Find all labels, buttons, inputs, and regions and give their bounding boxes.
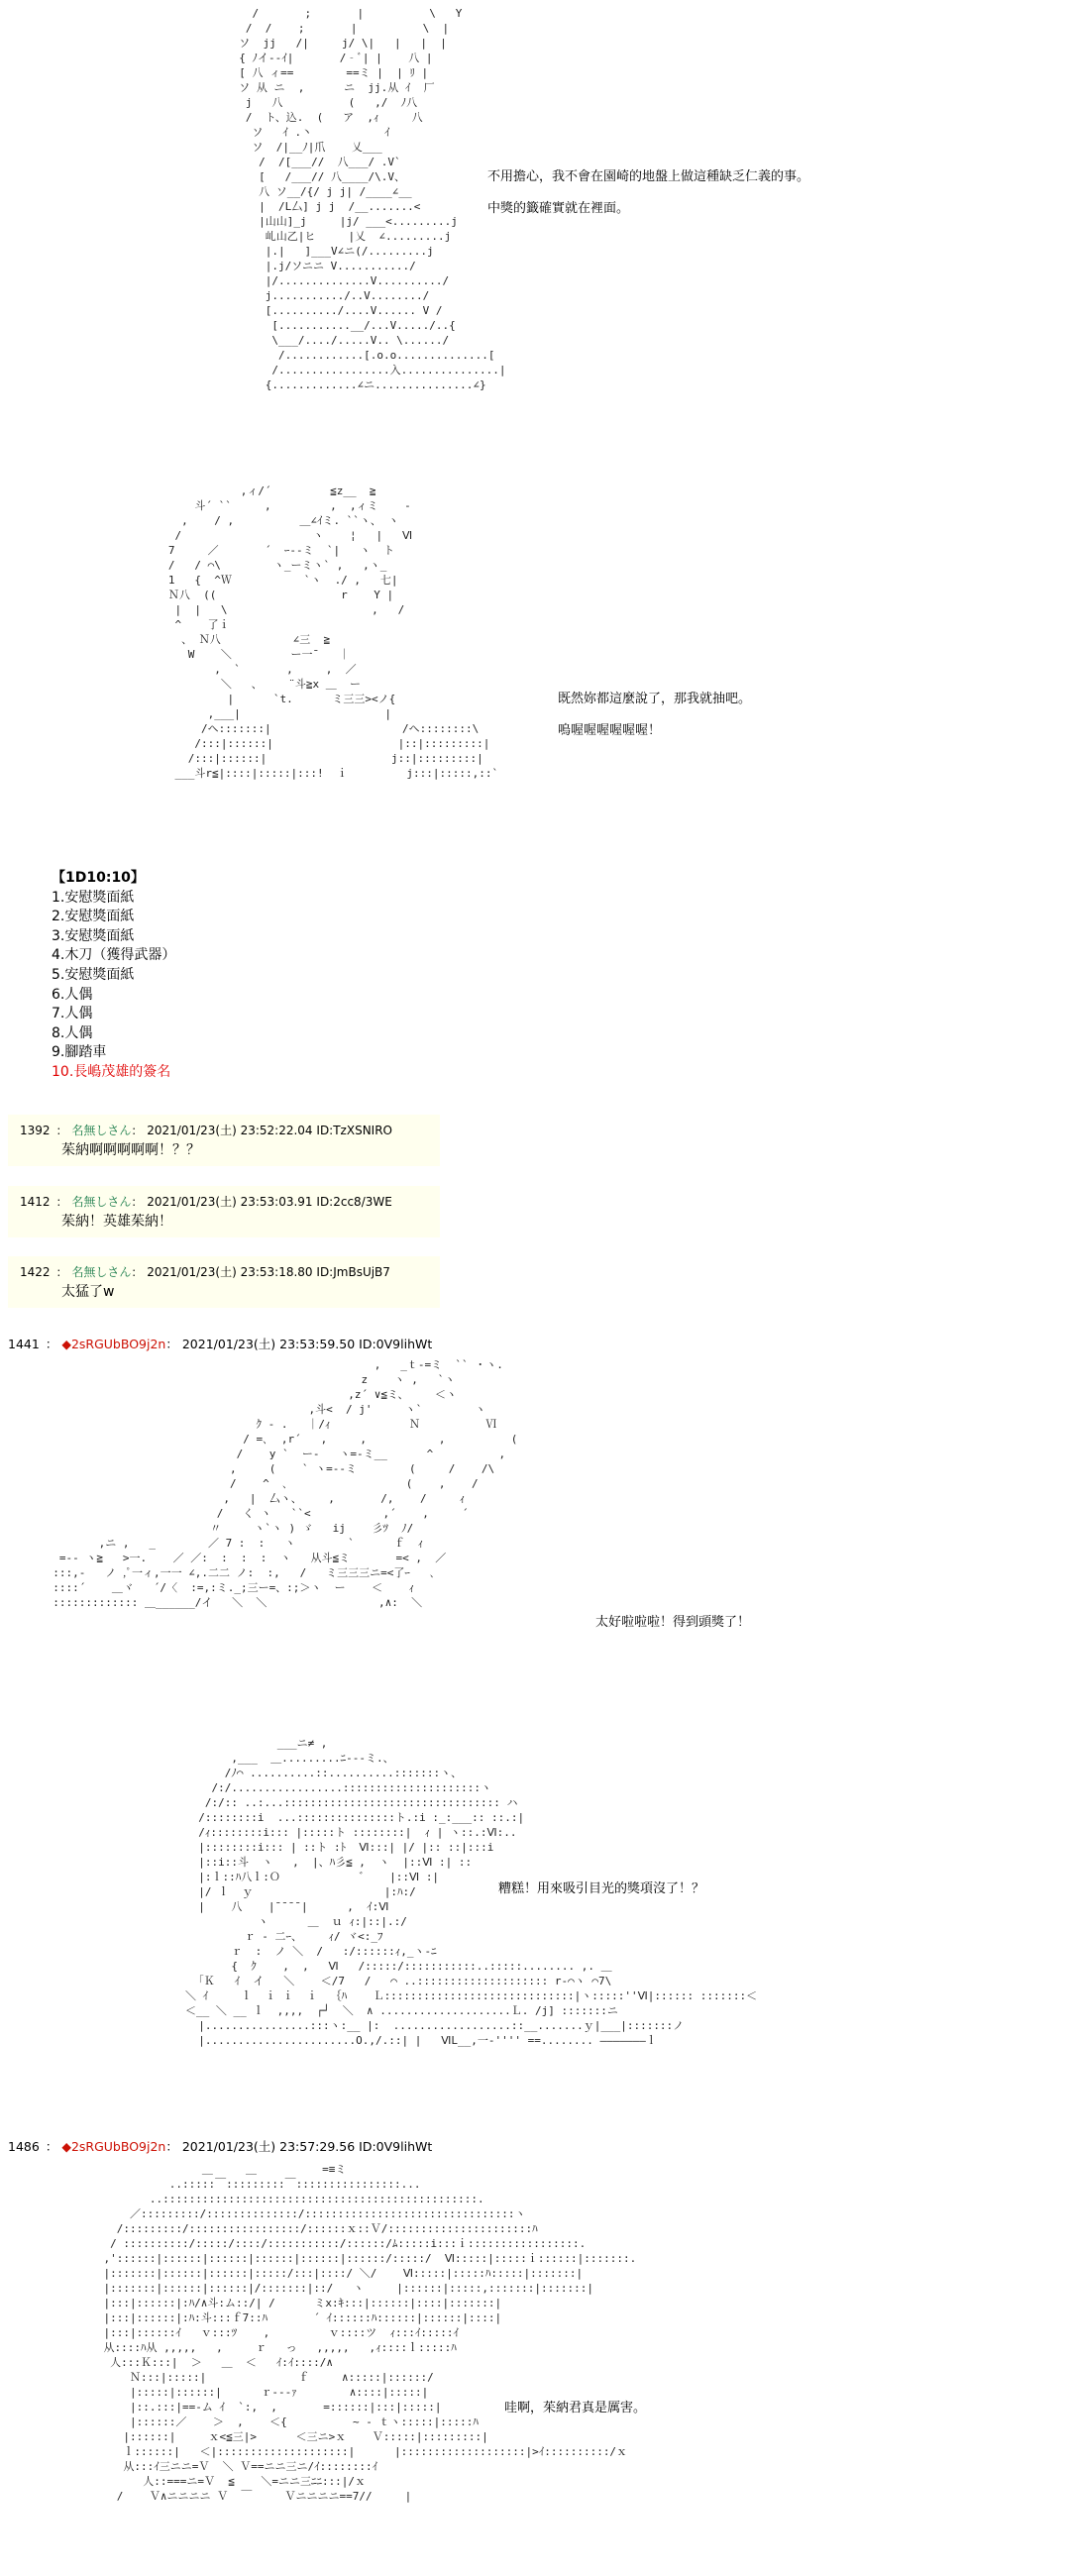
separator: ：	[131, 1124, 144, 1137]
poster-id[interactable]: ID:2cc8/3WE	[316, 1195, 392, 1209]
reply-meta	[20, 1121, 440, 1140]
poster-name: 名無しさん	[71, 1124, 132, 1137]
poster-id[interactable]: ID:TzXSNIRO	[316, 1124, 392, 1137]
reply-meta	[20, 1192, 440, 1212]
dialog-line: 糟糕！用來吸引目光的獎項沒了！？	[498, 1881, 705, 1896]
roll-item: 7.人偶	[52, 1006, 93, 1022]
poster-name: 名無しさん	[71, 1265, 132, 1279]
separator: ：	[165, 2139, 178, 2154]
roll-item: 6.人偶	[52, 986, 93, 1003]
ascii-art-character-5: ＿ ＿ =≡ミ ..:::::￣:::::::::￣::::::::::::::::... ..::::::::::::::::::::::::::::::::::::::::::::::::. ／:::::::::/::::::::::::::/::::::::::::::::::::::::::::::::ヽ /:::::::::/:::::::::::::::::/::::::ｘ::Ｖ/::::::::::::::::::::::ﾊ / ::::::::::/:::::/::::/:::::::::::/::::::/ﾑ:::::i:::ｉ:::::::::::::::::. ,'::::::|::::::|::::::|::::::|::::::|::::::/:::::/ Ⅵ:::::|:::::ｉ::::::|:::::::. |:::::::|::::::|::::::|:::::/:::|::::/ ＼/ Ⅵ:::::|:::::ﾊ:::::|:::::::| |:::::::|::::::|::::::|/:::::::|::/ ヽ |::::::|:::::,:::::::|:::::::| |:::|::::::|:ﾊ/∧斗:ム::/| / ミx:ｷ:::|::::::|::::|:::::::| |:::|::::::|:ﾊ:斗:::ｆ7::ﾊ ´ ｲ::::::ﾊ::::::|::::::|::::| |:::|::::::ｲ ｖ:::ﾂ , ｖ::::ツ ｨ:::ｲ:::::ｲ 从::::ﾊ从 ,,,,, , ｒ っ ,,,,, ,ｨ::::ｌ:::::ﾊ 人:::Ｋ:::| ＞ ＿ ＜ ｲ:ｲ::::/∧ Ｎ:::|:::::| ｆ ∧:::::|::::::/ |:::::|::::::| ｒ‐--ｧ ∧::::|:::::| |::.:::|==-ム ｲ `:, , =::::::|:::|:::::| |::::::／ ＞ , ＜{ ~ ‐ ｔヽ:::::|:::::ﾊ |::::::| ｘ<≦三|> ＜三ニ>ｘ Ｖ:::::|:::::::::| ｌ::::::| ＜|::::::::::::::::::::| |:::::::::::::::::::|>ｲ::::::::::/ｘ 从:::ｲ三ニニ=Ｖ ＼ Ｖ==ニニ三ニ/ｲ::::::::ｲ 人::===ニ=Ｖ ≦ ＼=ニニ三ﾆﾆ:::|/ｘ / Ｖ∧ニニニニ Ｖ ￣ Ｖニニニニ==7// |	[103, 2163, 637, 2503]
reply-body: 太猛了w	[61, 1284, 115, 1300]
separator: ：	[131, 1195, 144, 1209]
reply-post	[8, 1256, 440, 1308]
dialog-line: 既然妳都這麼說了，那我就抽吧。	[558, 692, 752, 706]
separator: ：	[165, 1337, 178, 1351]
ascii-art-scene-3: , _ｔ‐=ミ `` ・ヽ. z ヽ , `ヽ ,z´ ∨≦ミ、 ＜ヽ ,斗< / j' ヽ` ヽ ｸ ‐ . ｜/ｨ Ｎ Ⅵ / =､ ,r´ , , , ( / y ` ー- ヽ=-ミ__ ^ , , ( ` ヽ=--ミ ( / /\ / ^ ､ ( , / , | 厶ヽ、 , /, / ｨ / く ヽ ``< ,´ , ´ 〃 ヽ`ヽ ) ゞ ij 彡ﾂ ﾉ/ ,ニ , _ ／ 7 : : ヽ ` ｆ ｨ =-- ヽ≧ >一. ／ ／: : : : ヽ 从斗≦ミ =< , ／ :::,- ノ ,ﾟ一ィ,一一 ∠,.二二 ノ: :, / ミ三三三ニ=<了ｰ ､ ::::´ ＿ヾ ´/〈 :=,:ミ._;三ー=、:;＞ヽ ー ＜ ｨ ::::::::::::: ＿______/イ ＼ ＼ ,∧: ＼	[53, 1358, 518, 1609]
separator: ：	[55, 1265, 68, 1279]
dialog-line: 不用擔心，我不會在園崎的地盤上做這種缺乏仁義的事。	[487, 169, 810, 184]
dialog-panel-4	[498, 1880, 704, 1912]
dialog-panel-5	[504, 2400, 646, 2431]
poster-name: 2sRGUbBO9j2n	[70, 1337, 166, 1351]
roll-item: 4.木刀（獲得武器）	[52, 947, 176, 964]
post-number-link[interactable]: 1392	[20, 1124, 51, 1137]
post-header-1441	[8, 1335, 432, 1352]
post-number-link[interactable]: 1422	[20, 1265, 51, 1279]
dice-roll-result	[52, 869, 175, 1083]
post-number-link[interactable]: 1412	[20, 1195, 51, 1209]
trip-diamond: ◆	[61, 2139, 71, 2154]
dialog-line: 嗚喔喔喔喔喔喔！	[558, 723, 662, 738]
post-number-link[interactable]: 1486	[8, 2139, 40, 2154]
roll-item: 9.腳踏車	[52, 1044, 107, 1061]
separator: ：	[45, 1337, 58, 1351]
reply-post	[8, 1186, 440, 1237]
reply-body: 茱納！英雄茱納！	[61, 1214, 172, 1230]
trip-diamond: ◆	[61, 1337, 71, 1351]
roll-item: 8.人偶	[52, 1024, 93, 1041]
post-header-1486	[8, 2137, 432, 2155]
post-datetime: 2021/01/23(土) 23:57:29.56	[181, 2139, 356, 2154]
ascii-art-character-2: ,ィ/´ ≦z__ ≧ 斗´ `` , , ,ィミ ‐ , / , ＿∠ｲミ. ``ヽ、 ヽ / ヽ ¦ | Ⅵ 7 ／ ´ ｰ--ミ `| ヽ ト / / ⌒\ ヽ_ーミヽ` , ,ヽ_ 1 { ^Ｗ `ヽ ./ , 七| Ｎ八 (( r Y | | | \ , / ^ 了ｉ 、 Ｎ八 ∠三 ≧ W ＼ ー一¯ ｜ , ` , , ／ ＼ 、 ¨斗≧x ＿ ー | `t. ミ三三><ノ{ ,___| | /ヘ:::::::| /ヘ::::::::\ /:::|::::::| |::|:::::::::| /:::|::::::| j::|:::::::::| ___斗r≦|::::|:::::|:::! ｉ j:::|:::::,::`	[167, 484, 499, 780]
post-datetime: 2021/01/23(土) 23:53:03.91	[147, 1195, 313, 1209]
reply-meta	[20, 1262, 440, 1282]
post-number-link[interactable]: 1441	[8, 1337, 40, 1351]
post-datetime: 2021/01/23(土) 23:53:59.50	[181, 1337, 356, 1351]
poster-name: 2sRGUbBO9j2n	[70, 2139, 166, 2154]
separator: ：	[55, 1195, 68, 1209]
poster-id[interactable]: ID:0V9lihWt	[359, 1337, 433, 1351]
poster-id[interactable]: ID:JmBsUjB7	[316, 1265, 390, 1279]
dialog-panel-1	[487, 168, 809, 232]
dialog-line: 中獎的籤確實就在裡面。	[487, 201, 630, 216]
poster-name: 名無しさん	[71, 1195, 132, 1209]
post-datetime: 2021/01/23(土) 23:52:22.04	[147, 1124, 313, 1137]
reply-post	[8, 1115, 440, 1166]
reply-body: 茱納啊啊啊啊啊！？？	[61, 1142, 200, 1158]
dialog-line: 太好啦啦啦！得到頭獎了！	[595, 1615, 751, 1630]
separator: ：	[131, 1265, 144, 1279]
separator: ：	[55, 1124, 68, 1137]
separator: ：	[45, 2139, 58, 2154]
roll-item-hit: 10.長嶋茂雄的簽名	[52, 1063, 171, 1080]
ascii-art-character-4: ___ニ≠ , ,___ ＿.........ﾆ---ミ.、 /ﾉ⌒ ..........::..........:::::::ヽ、 /:/.................:::::::::::::::::::::ヽ /:/:: ..:...::::::::::::::::::::::::::::::::: ハ /::::::::i ...:::::::::::::::ト.:i :_:___:: ::.:| /ｨ::::::::i::: |:::::ト ::::::::| ｨ | ヽ::.:Ⅵ:.. |::::::::i::: | ::ト :ﾄ Ⅵ:::| |/ |:: ::|:::i |::i::斗 ヽ , |、ﾊ彡≦ , ヽ |::Ⅵ :| :: |:ｌ::ﾊ八ｌ:Ｏ ゛ |::Ⅵ :| |/ ｌ ｙ |:ﾊ:/ | 八 |¯¯¯¯| , ｲ:Ⅵ ヽ ＿ ｕ ｨ:|::|.:/ ｒ ‐ 二ｰ、 ｨ/ ヾ<:_ﾌ ｒ : ノ ＼ / :/::::::ｨ,_ヽ‐ﾆ { ｸ , , Ⅵ /:::::/:::::::::::..:::::........ ,. ＿ ｢Ｋ ｲ イ ＼ ＜/7 / ⌒ ..:::::::::::::::::::: r‐⌒ヽ ⌒7\ ＼ ｲ ｌ ｉ ｉ ｉ ｛ﾊ Ｌ:::::::::::::::::::::::::::::|ヽ:::::''Ⅵ|:::::: :::::::＜ ＜__ ＼ __ ｌ ,,,, ┌┘ ＼ ∧ ....................Ｌ. /j] :::::::ニ |................:::ヽ:__ |: ..................::__.......ｙ|___|:::::::ノ |.......................O.,/.::| | ⅥL__,一-'''' ==........ ―――――――ｌ	[184, 1737, 758, 2047]
roll-item: 5.安慰獎面紙	[52, 966, 135, 983]
dialog-panel-2	[558, 691, 751, 754]
roll-item: 3.安慰獎面紙	[52, 927, 135, 944]
roll-item: 1.安慰獎面紙	[52, 889, 135, 906]
dialog-line: 哇啊，茱納君真是厲害。	[504, 2401, 647, 2415]
roll-title: 【1D10:10】	[52, 870, 145, 886]
poster-id[interactable]: ID:0V9lihWt	[359, 2139, 433, 2154]
ascii-art-character-1: / ; | \ Y / / ; | \ | ソ jj /| j/ \| | | | { ﾉイ--ｲ| /‐ﾞ| | 八 | [ 八 ィ== ==ミ | | ﾘ | ソ 从 ニ , ニ jj.从 ｲ 厂 j 八 ( ,/ ﾉ八 / ト、込. ( ア ,ｨ 八 ソ ｲ .丶 ｲ ソ /|__ﾉ|爪 乂___ / /[___// 八___/ .V` [ /___// 八____/\.V、 八 ソ__/{/ j j| /____∠__ | /L厶] j j /__.......< |山山]_j |j/ ___<.........j 乢山乙|ヒ |乂 ∠.........j |.| ]___V∠ニ(/.........j |.j/ソニニ V.........../ |/..............V........../ j.........../..V......../ [........../....V...... V / [...........__/...V...../..{ \___/..../.....V.. \....../ /............[.o.o..............[ /.................入...............| {.............∠ニ...............∠}	[239, 7, 506, 391]
dialog-panel-3	[595, 1614, 750, 1646]
post-datetime: 2021/01/23(土) 23:53:18.80	[147, 1265, 313, 1279]
roll-item: 2.安慰獎面紙	[52, 909, 135, 925]
